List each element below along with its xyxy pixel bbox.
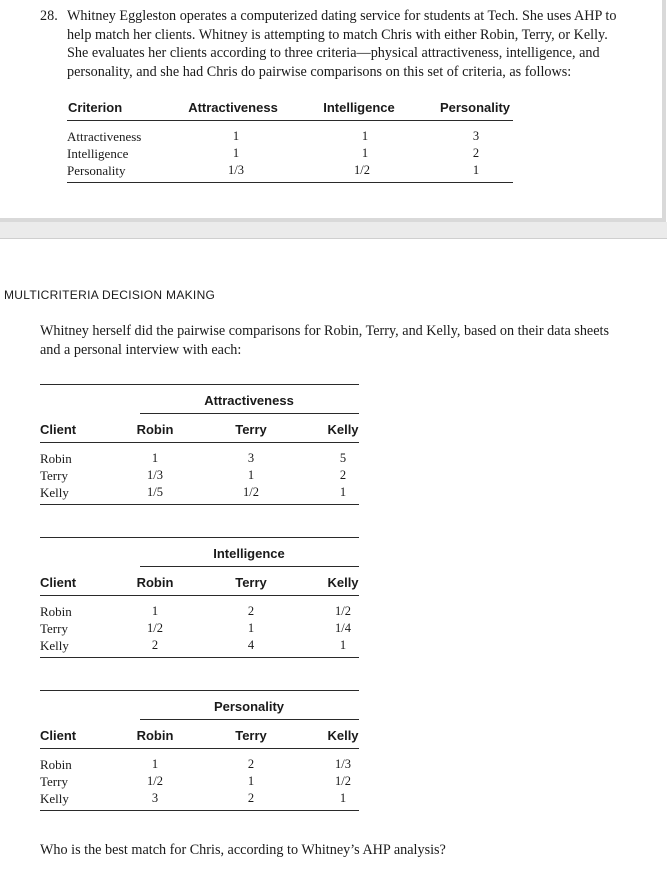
table-cell: 2	[247, 757, 255, 771]
problem-statement	[40, 7, 620, 81]
table-header-kelly: Kelly	[327, 422, 359, 437]
table-title-rule	[140, 566, 359, 567]
table-header-robin: Robin	[136, 575, 174, 590]
section-header: MULTICRITERIA DECISION MAKING	[4, 288, 216, 302]
table-row-label: Kelly	[40, 791, 69, 806]
table-cell: 2	[339, 468, 347, 482]
table-top-rule	[40, 690, 359, 691]
table-row-label: Robin	[40, 757, 72, 772]
question-text: Who is the best match for Chris, according to Whitney’s AHP analysis?	[40, 842, 446, 858]
criteria-row-label: Personality	[67, 163, 126, 178]
table-cell: 1	[339, 791, 347, 805]
table-header-rule	[40, 748, 359, 749]
table-title-rule	[140, 413, 359, 414]
problem-panel	[0, 0, 666, 222]
table-cell: 3	[151, 791, 159, 805]
table-cell: 1/2	[243, 485, 259, 499]
table-cell: 1	[247, 774, 255, 788]
table-header-terry: Terry	[235, 575, 267, 590]
criteria-header-attractiveness: Attractiveness	[188, 100, 278, 115]
table-header-kelly: Kelly	[327, 728, 359, 743]
table-header-client: Client	[40, 728, 77, 743]
criteria-header-intelligence: Intelligence	[323, 100, 395, 115]
criteria-cell: 1	[232, 146, 240, 160]
table-top-rule	[40, 384, 359, 385]
table-title: Personality	[213, 699, 285, 714]
table-title: Intelligence	[213, 546, 285, 561]
criteria-header-rule	[67, 120, 513, 121]
criteria-row-label: Attractiveness	[67, 129, 142, 144]
table-header-terry: Terry	[235, 728, 267, 743]
criteria-header-criterion: Criterion	[68, 100, 123, 115]
table-header-rule	[40, 595, 359, 596]
criteria-header-personality: Personality	[439, 100, 511, 115]
table-cell: 1/2	[335, 774, 351, 788]
table-row-label: Kelly	[40, 638, 69, 653]
table-cell: 1	[151, 757, 159, 771]
table-header-client: Client	[40, 575, 77, 590]
table-bottom-rule	[40, 657, 359, 658]
table-cell: 1/5	[147, 485, 163, 499]
table-cell: 1/4	[335, 621, 351, 635]
table-header-robin: Robin	[136, 728, 174, 743]
criteria-cell: 1	[472, 163, 480, 177]
table-cell: 1	[247, 468, 255, 482]
table-cell: 2	[151, 638, 159, 652]
criteria-cell: 1/3	[228, 163, 244, 177]
criteria-cell: 1	[361, 129, 369, 143]
table-header-rule	[40, 442, 359, 443]
table-row-label: Terry	[40, 468, 68, 483]
table-cell: 4	[247, 638, 255, 652]
criteria-cell: 2	[472, 146, 480, 160]
table-cell: 1	[151, 451, 159, 465]
table-header-robin: Robin	[136, 422, 174, 437]
table-cell: 1/2	[335, 604, 351, 618]
criteria-bottom-rule	[67, 182, 513, 183]
table-cell: 3	[247, 451, 255, 465]
table-cell: 1/3	[147, 468, 163, 482]
table-cell: 2	[247, 791, 255, 805]
table-cell: 2	[247, 604, 255, 618]
table-top-rule	[40, 537, 359, 538]
table-row-label: Terry	[40, 774, 68, 789]
criteria-cell: 3	[472, 129, 480, 143]
table-cell: 1/2	[147, 774, 163, 788]
table-bottom-rule	[40, 504, 359, 505]
table-cell: 1/3	[335, 757, 351, 771]
table-title-rule	[140, 719, 359, 720]
table-cell: 1	[339, 485, 347, 499]
criteria-cell: 1	[361, 146, 369, 160]
table-cell: 1	[339, 638, 347, 652]
criteria-cell: 1	[232, 129, 240, 143]
table-cell: 1	[151, 604, 159, 618]
table-cell: 1	[247, 621, 255, 635]
table-row-label: Robin	[40, 604, 72, 619]
problem-number: 28.	[40, 8, 58, 24]
table-row-label: Kelly	[40, 485, 69, 500]
table-header-terry: Terry	[235, 422, 267, 437]
table-row-label: Robin	[40, 451, 72, 466]
intro-paragraph: Whitney herself did the pairwise comparisons for Robin, Terry, and Kelly, based on their data sheets and a personal interview with each:	[40, 323, 609, 358]
table-cell: 1/2	[147, 621, 163, 635]
criteria-row-label: Intelligence	[67, 146, 129, 161]
table-cell: 5	[339, 451, 347, 465]
table-bottom-rule	[40, 810, 359, 811]
criteria-cell: 1/2	[354, 163, 370, 177]
table-header-kelly: Kelly	[327, 575, 359, 590]
page-gap	[0, 222, 667, 239]
table-title: Attractiveness	[204, 393, 294, 408]
table-row-label: Terry	[40, 621, 68, 636]
problem-text: Whitney Eggleston operates a computerized dating service for students at Tech. She uses AHP to help match her clients. Whitney is attempting to match Chris with either Robin, Terry, or Kelly. She evaluates her clients according to three criteria—physical attractiveness, intelligence, and personality, and she had Chris do pairwise comparisons on this set of criteria, as follows:	[67, 8, 617, 80]
table-header-client: Client	[40, 422, 77, 437]
